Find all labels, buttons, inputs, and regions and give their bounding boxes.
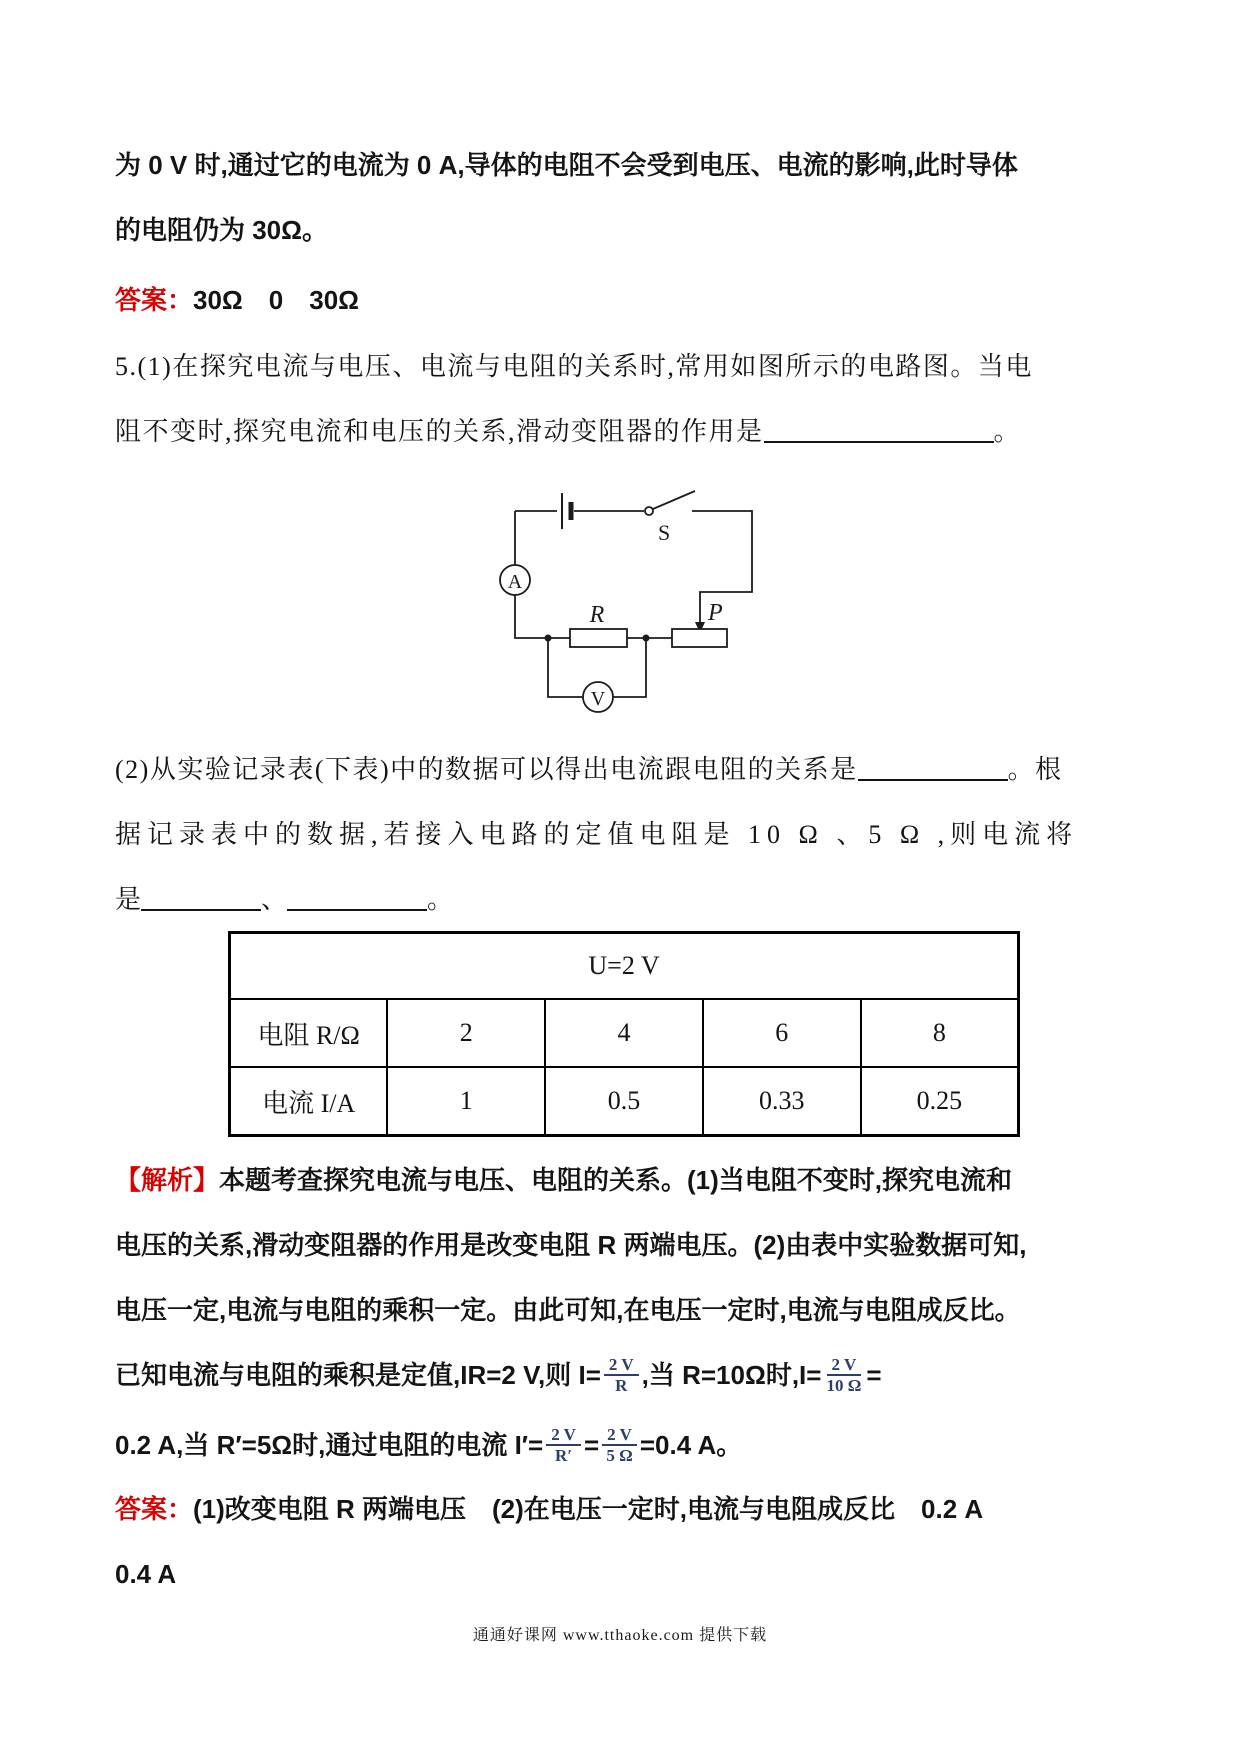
slider-label: P	[708, 600, 723, 626]
answer-blank-3	[141, 889, 261, 911]
resistor-box	[570, 629, 627, 647]
answer-line-1	[115, 268, 1145, 333]
fraction-2v-over-10ohm	[824, 1355, 863, 1396]
analysis-line4-text-c: =	[866, 1360, 882, 1390]
fraction-2v-over-r	[604, 1355, 639, 1396]
resistance-value: 2	[387, 999, 545, 1067]
fraction-numerator: 2 V	[827, 1355, 862, 1377]
analysis-line5-text-c: =0.4 A。	[639, 1430, 743, 1460]
intro-line-2: 的电阻仍为 30Ω。	[115, 215, 328, 245]
answer2-value-1: (1)改变电阻 R 两端电压 (2)在电压一定时,电流与电阻成反比 0.2 A	[193, 1494, 984, 1524]
table-header-cell: U=2 V	[230, 933, 1019, 1000]
fraction-denominator: 10 Ω	[826, 1376, 862, 1396]
current-value: 0.25	[861, 1067, 1019, 1136]
analysis-line-2: 电压的关系,滑动变阻器的作用是改变电阻 R 两端电压。(2)由表中实验数据可知,	[115, 1230, 1027, 1260]
q5-part1-line-1: 5.(1)在探究电流与电压、电流与电阻的关系时,常用如图所示的电路图。当电	[115, 352, 1033, 381]
resistance-value: 6	[703, 999, 861, 1067]
fraction-numerator: 2 V	[604, 1355, 639, 1377]
answer2-label: 答案：	[115, 1494, 194, 1524]
footer-site-credit: 通通好课网 www.tthaoke.com 提供下载	[472, 1627, 768, 1644]
resistor-label: R	[589, 602, 605, 628]
switch-lever	[653, 491, 695, 509]
analysis-line5-text-b: =	[583, 1430, 600, 1460]
fraction-denominator: R′	[555, 1446, 573, 1466]
resistance-value: 4	[545, 999, 703, 1067]
q5-part2-line-3	[115, 867, 1145, 932]
analysis-line-3: 电压一定,电流与电阻的乘积一定。由此可知,在电压一定时,电流与电阻成反比。	[115, 1295, 1021, 1325]
analysis-line1-text: 本题考查探究电流与电压、电阻的关系。(1)当电阻不变时,探究电流和	[219, 1165, 1013, 1195]
analysis-line-4	[115, 1339, 1145, 1411]
resistance-value: 8	[861, 999, 1019, 1067]
table-row-current	[230, 1067, 1019, 1136]
fraction-denominator: 5 Ω	[606, 1446, 633, 1466]
analysis-line-1	[115, 1148, 1145, 1213]
switch-label: S	[658, 520, 671, 545]
row-label-current: 电流 I/A	[230, 1067, 388, 1136]
ammeter-label: A	[507, 571, 523, 593]
q5-part2-line3-period: 。	[427, 885, 454, 914]
row-label-resistance: 电阻 R/Ω	[230, 999, 388, 1067]
q5-part1-line2-period: 。	[993, 417, 1022, 446]
q5-part2-line-1	[115, 737, 1145, 802]
fraction-denominator: R	[615, 1376, 628, 1396]
rheostat-box	[672, 629, 727, 647]
fraction-2v-over-5ohm	[602, 1425, 637, 1466]
q5-part2-line3-comma: 、	[261, 885, 288, 914]
q5-part1-line-2	[115, 399, 1145, 464]
analysis-label: 【解析】	[115, 1165, 220, 1195]
analysis-line5-text-a: 0.2 A,当 R′=5Ω时,通过电阻的电流 I′=	[115, 1430, 544, 1460]
answer2-line-1	[115, 1477, 1145, 1542]
answer2-line-2: 0.4 A	[115, 1559, 177, 1589]
q5-part2-line-2: 据记录表中的数据,若接入电路的定值电阻是 10 Ω 、5 Ω ,则电流将	[115, 820, 1079, 849]
current-value: 1	[387, 1067, 545, 1136]
answer-blank-4	[287, 889, 427, 911]
switch-pivot	[645, 507, 653, 515]
q5-part2-line1-tail: 。根	[1007, 755, 1063, 784]
analysis-line4-text-a: 已知电流与电阻的乘积是定值,IR=2 V,则 I=	[115, 1360, 601, 1390]
table-header-row	[230, 933, 1019, 1000]
q5-part1-line2-text: 阻不变时,探究电流和电压的关系,滑动变阻器的作用是	[115, 417, 764, 446]
current-value: 0.33	[703, 1067, 861, 1136]
wire-left-lower	[515, 595, 570, 638]
q5-part2-line1-text: (2)从实验记录表(下表)中的数据可以得出电流跟电阻的关系是	[115, 755, 858, 784]
intro-line-1: 为 0 V 时,通过它的电流为 0 A,导体的电阻不会受到电压、电流的影响,此时导体	[115, 150, 1018, 180]
experiment-data-table	[228, 931, 1020, 1137]
fraction-numerator: 2 V	[546, 1425, 581, 1447]
answer-blank-2	[858, 759, 1008, 781]
current-value: 0.5	[545, 1067, 703, 1136]
answer-label: 答案：	[115, 285, 194, 315]
q5-part2-line3-text: 是	[115, 885, 142, 914]
table-row-resistance	[230, 999, 1019, 1067]
answer-blank-1	[764, 421, 994, 443]
answer-value: 30Ω 0 30Ω	[193, 285, 360, 315]
voltmeter-label: V	[590, 688, 606, 710]
fraction-2v-over-rprime	[546, 1425, 581, 1466]
analysis-line4-text-b: ,当 R=10Ω时,I=	[641, 1360, 822, 1390]
circuit-diagram	[470, 478, 770, 738]
analysis-line-5	[115, 1409, 1145, 1481]
fraction-numerator: 2 V	[602, 1425, 637, 1447]
